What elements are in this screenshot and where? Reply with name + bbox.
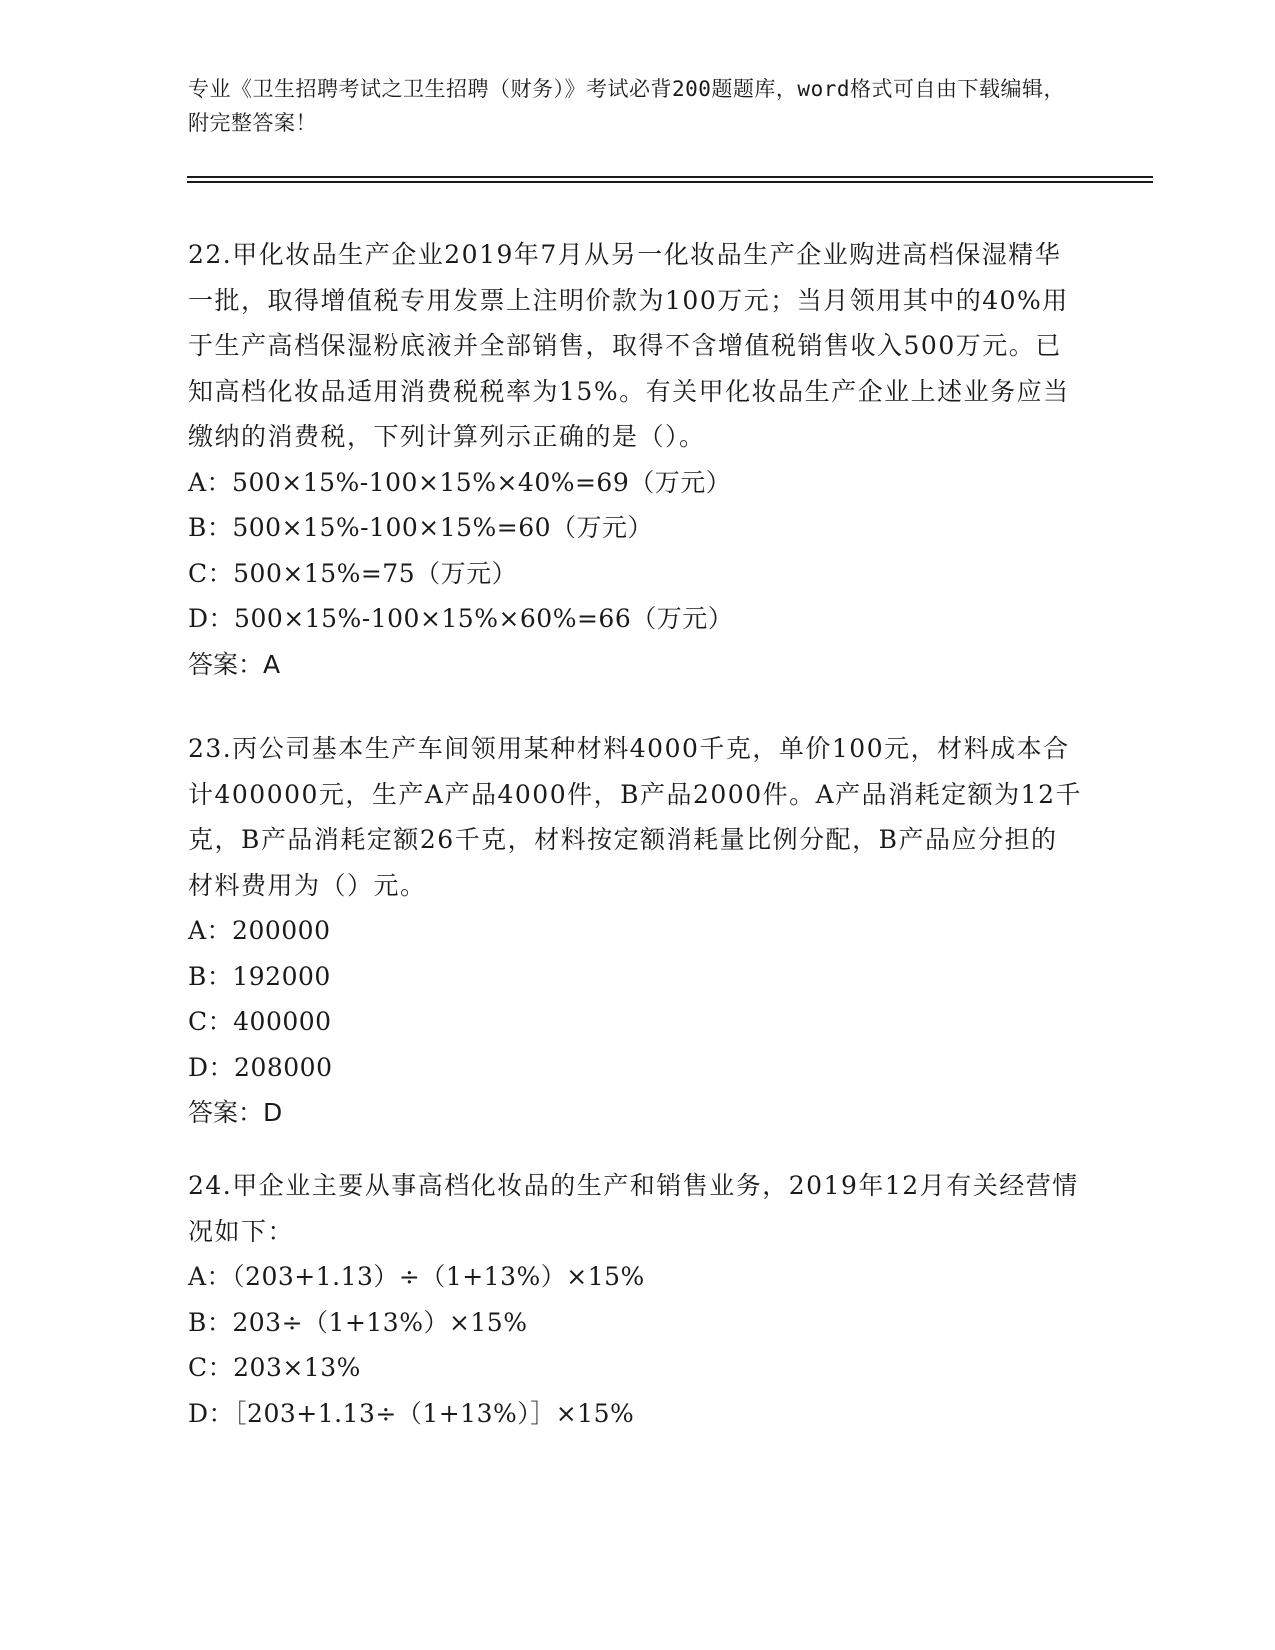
question-23 xyxy=(188,726,1083,1136)
option-c: C：400000 xyxy=(188,1007,332,1036)
question-text: 22.甲化妆品生产企业2019年7月从另一化妆品生产企业购进高档保湿精华一批，取得增值税专用发票上注明价款为100万元；当月领用其中的40%用于生产高档保湿粉底液并全部销售，取得不含增值税销售收入500万元。已知高档化妆品适用消费税税率为15%。有关甲化妆品生产企业上述业务应当缴纳的消费税，下列计算列示正确的是（）。 xyxy=(188,240,1070,451)
option-d: D：208000 xyxy=(188,1052,333,1082)
question-22 xyxy=(188,232,1083,687)
question-text: 23.丙公司基本生产车间领用某种材料4000千克，单价100元，材料成本合计400000元，生产A产品4000件，B产品2000件。A产品消耗定额为12千克，B产品消耗定额26千克，材料按定额消耗量比例分配，B产品应分担的材料费用为（）元。 xyxy=(188,734,1082,900)
option-c: C：500×15%=75（万元） xyxy=(188,558,518,588)
option-b: B：203÷（1+13%）×15% xyxy=(188,1307,528,1337)
question-text: 24.甲企业主要从事高档化妆品的生产和销售业务，2019年12月有关经营情况如下： xyxy=(188,1171,1079,1246)
option-a: A：200000 xyxy=(188,916,331,945)
option-d: D：［203+1.13÷（1+13%）］×15% xyxy=(188,1398,635,1428)
option-a: A：（203+1.13）÷（1+13%）×15% xyxy=(188,1262,645,1291)
option-b: B：500×15%-100×15%=60（万元） xyxy=(188,513,654,542)
question-24 xyxy=(188,1163,1083,1436)
answer-label: 答案：A xyxy=(188,649,281,679)
answer-label: 答案：D xyxy=(188,1098,283,1127)
option-a: A：500×15%-100×15%×40%=69（万元） xyxy=(188,467,732,497)
option-c: C：203×13% xyxy=(188,1353,361,1382)
header-divider-bottom xyxy=(187,181,1153,183)
header-divider-top xyxy=(187,176,1153,178)
option-b: B：192000 xyxy=(188,961,331,991)
option-d: D：500×15%-100×15%×60%=66（万元） xyxy=(188,604,734,633)
document-header: 专业《卫生招聘考试之卫生招聘（财务）》考试必背200题题库，word格式可自由下载编辑，附完整答案！ xyxy=(188,77,1065,135)
